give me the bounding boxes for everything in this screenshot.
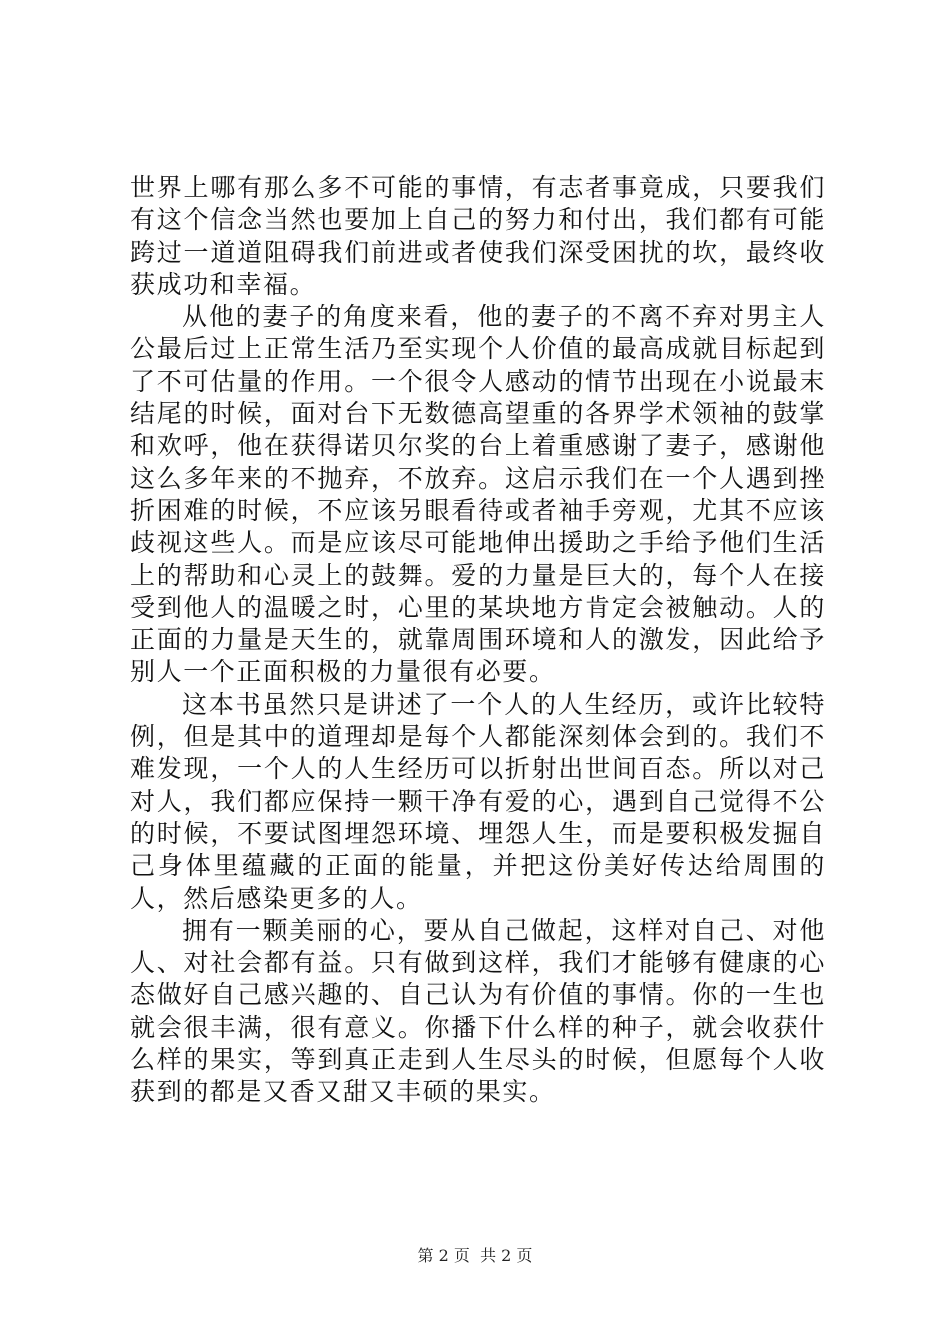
paragraph-2: 从他的妻子的角度来看，他的妻子的不离不弃对男主人公最后过上正常生活乃至实现个人价值的最高成就目标起到了不可估量的作用。一个很令人感动的情节出现在小说最末结尾的时候，面对台下无数德高望重的各界学术领袖的鼓掌和欢呼，他在获得诺贝尔奖的台上着重感谢了妻子，感谢他这么多年来的不抛弃，不放弃。这启示我们在一个人遇到挫折困难的时候，不应该另眼看待或者袖手旁观，尤其不应该歧视这些人。而是应该尽可能地伸出援助之手给予他们生活上的帮助和心灵上的鼓舞。爱的力量是巨大的，每个人在接受到他人的温暖之时，心里的某块地方肯定会被触动。人的正面的力量是天生的，就靠周围环境和人的激发，因此给予别人一个正面积极的力量很有必要。	[130, 302, 826, 687]
paragraph-3: 这本书虽然只是讲述了一个人的人生经历，或许比较特例，但是其中的道理却是每个人都能深刻体会到的。我们不难发现，一个人的人生经历可以折射出世间百态。所以对己对人，我们都应保持一颗干净有爱的心，遇到自己觉得不公的时候，不要试图埋怨环境、埋怨人生，而是要积极发掘自己身体里蕴藏的正面的能量，并把这份美好传达给周围的人，然后感染更多的人。	[130, 689, 826, 913]
page-footer	[0, 1246, 950, 1266]
paragraph-1: 世界上哪有那么多不可能的事情，有志者事竟成，只要我们有这个信念当然也要加上自己的努力和付出，我们都有可能跨过一道道阻碍我们前进或者使我们深受困扰的坎，最终收获成功和幸福。	[130, 173, 826, 299]
paragraph-4: 拥有一颗美丽的心，要从自己做起，这样对自己、对他人、对社会都有益。只有做到这样，我们才能够有健康的心态做好自己感兴趣的、自己认为有价值的事情。你的一生也就会很丰满，很有意义。你播下什么样的种子，就会收获什么样的果实，等到真正走到人生尽头的时候，但愿每个人收获到的都是又香又甜又丰硕的果实。	[130, 915, 826, 1107]
page-number-label: 第 2 页 共 2 页	[417, 1246, 533, 1265]
document-body	[130, 172, 826, 1109]
